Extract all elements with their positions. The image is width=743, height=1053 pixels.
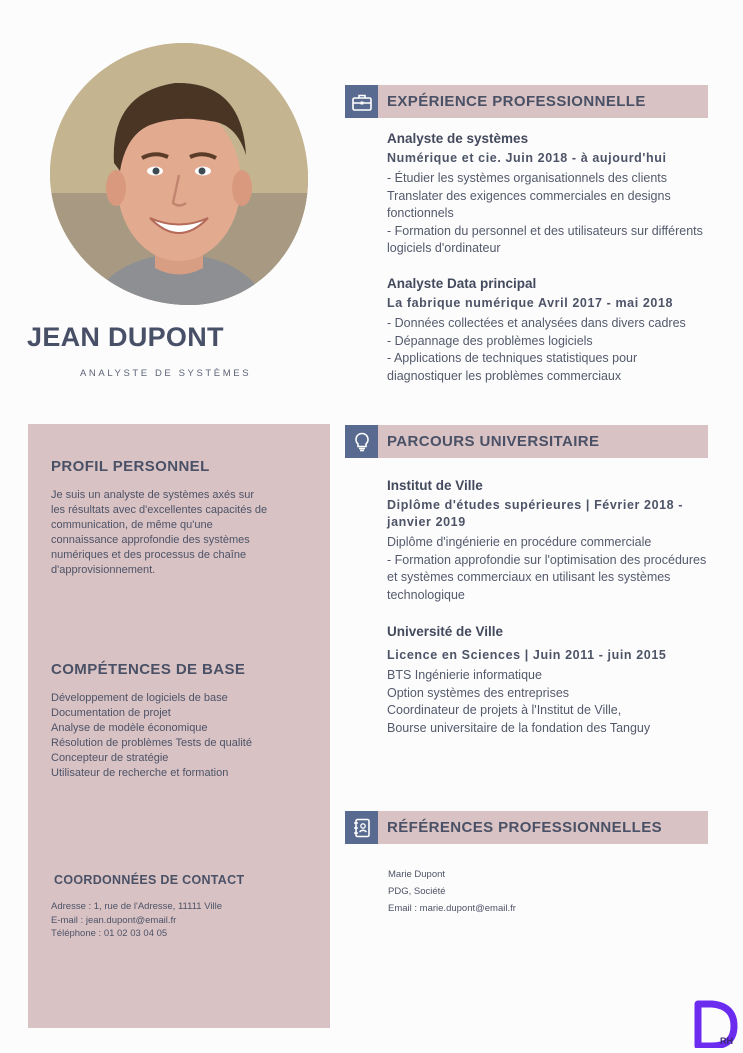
competence-item: Concepteur de stratégie bbox=[51, 752, 169, 764]
entry-subtitle: Numérique et cie. Juin 2018 - à aujourd'hui bbox=[387, 151, 667, 165]
reference-role: PDG, Société bbox=[388, 886, 446, 897]
experience-title: EXPÉRIENCE PROFESSIONNELLE bbox=[387, 93, 646, 110]
entry-line: - Formation du personnel et des utilisateurs sur différents logiciels d'ordinateur bbox=[387, 223, 703, 255]
entry-body bbox=[387, 667, 712, 737]
portrait-image bbox=[50, 43, 308, 305]
rh-logo bbox=[694, 1000, 738, 1048]
competence-item: Utilisateur de recherche et formation bbox=[51, 767, 229, 779]
entry-title: Analyste de systèmes bbox=[387, 131, 529, 146]
entry-line: BTS Ingénierie informatique bbox=[387, 668, 542, 682]
entry-body bbox=[387, 534, 712, 604]
entry-line: - Dépannage des problèmes logiciels bbox=[387, 333, 593, 348]
experience-section-header bbox=[345, 85, 708, 118]
education-title: PARCOURS UNIVERSITAIRE bbox=[387, 433, 600, 450]
competence-item: Documentation de projet bbox=[51, 707, 171, 719]
contact-phone: Téléphone : 01 02 03 04 05 bbox=[51, 928, 168, 939]
entry-line: Coordinateur de projets à l'Institut de Ville, bbox=[387, 703, 622, 717]
entry-line: Diplôme d'ingénierie en procédure commerciale bbox=[387, 535, 652, 549]
education-entry bbox=[387, 624, 712, 737]
experience-entry bbox=[387, 276, 712, 385]
rh-logo-image bbox=[694, 1000, 738, 1048]
reference-details bbox=[388, 866, 516, 917]
entry-line: - Applications de techniques statistiques pour diagnostiquer les problèmes commerciaux bbox=[387, 351, 638, 383]
entry-subtitle: Licence en Sciences | Juin 2011 - juin 2015 bbox=[387, 648, 667, 662]
entry-line: Option systèmes des entreprises bbox=[387, 685, 570, 700]
briefcase-icon bbox=[345, 85, 378, 118]
competence-item: Analyse de modèle économique bbox=[51, 722, 208, 734]
competences-heading: COMPÉTENCES DE BASE bbox=[51, 661, 246, 678]
entry-title: Institut de Ville bbox=[387, 478, 483, 493]
entry-line: Translater des exigences commerciales en designs fonctionnels bbox=[387, 188, 671, 220]
profil-heading: PROFIL PERSONNEL bbox=[51, 458, 210, 475]
education-section-header bbox=[345, 425, 708, 458]
entry-line: - Étudier les systèmes organisationnels des clients bbox=[387, 171, 667, 185]
education-entry bbox=[387, 478, 712, 604]
contact-details bbox=[51, 900, 222, 941]
reference-email: Email : marie.dupont@email.fr bbox=[388, 903, 516, 914]
entry-body bbox=[387, 170, 712, 258]
contact-email: E-mail : jean.dupont@email.fr bbox=[51, 914, 177, 926]
competence-item: Développement de logiciels de base bbox=[51, 692, 228, 704]
references-section-header bbox=[345, 811, 708, 844]
entry-line: - Données collectées et analysées dans divers cadres bbox=[387, 316, 686, 330]
candidate-job-title: ANALYSTE DE SYSTÈMES bbox=[80, 368, 252, 379]
notebook-icon bbox=[345, 811, 378, 844]
entry-title: Université de Ville bbox=[387, 624, 504, 639]
contact-address: Adresse : 1, rue de l'Adresse, 11111 Ville bbox=[51, 901, 222, 912]
contact-heading: COORDONNÉES DE CONTACT bbox=[54, 873, 245, 887]
rh-logo-text: RH bbox=[720, 1036, 733, 1046]
experience-entry bbox=[387, 131, 712, 258]
left-panel bbox=[28, 424, 330, 1028]
reference-name: Marie Dupont bbox=[388, 869, 446, 880]
entry-line: Bourse universitaire de la fondation des Tanguy bbox=[387, 720, 651, 735]
lightbulb-icon bbox=[345, 425, 378, 458]
entry-body bbox=[387, 315, 712, 385]
candidate-name: JEAN DUPONT bbox=[27, 322, 224, 352]
entry-line: - Formation approfondie sur l'optimisation des procédures et systèmes commerciaux en utilisant les systèmes technologique bbox=[387, 552, 707, 602]
profile-photo bbox=[50, 43, 308, 305]
competences-list bbox=[51, 691, 271, 781]
profil-text: Je suis un analyste de systèmes axés sur les résultats avec d'excellentes capacités de communication, de même qu'une connaissance approfondie des systèmes numériques et des processus de chaîne d'approvisionnement. bbox=[51, 489, 268, 576]
entry-subtitle: La fabrique numérique Avril 2017 - mai 2018 bbox=[387, 296, 674, 310]
references-title: RÉFÉRENCES PROFESSIONNELLES bbox=[387, 819, 663, 836]
competence-item: Résolution de problèmes Tests de qualité bbox=[51, 737, 252, 749]
entry-title: Analyste Data principal bbox=[387, 276, 537, 291]
entry-subtitle: Diplôme d'études supérieures | Février 2018 - janvier 2019 bbox=[387, 498, 684, 529]
